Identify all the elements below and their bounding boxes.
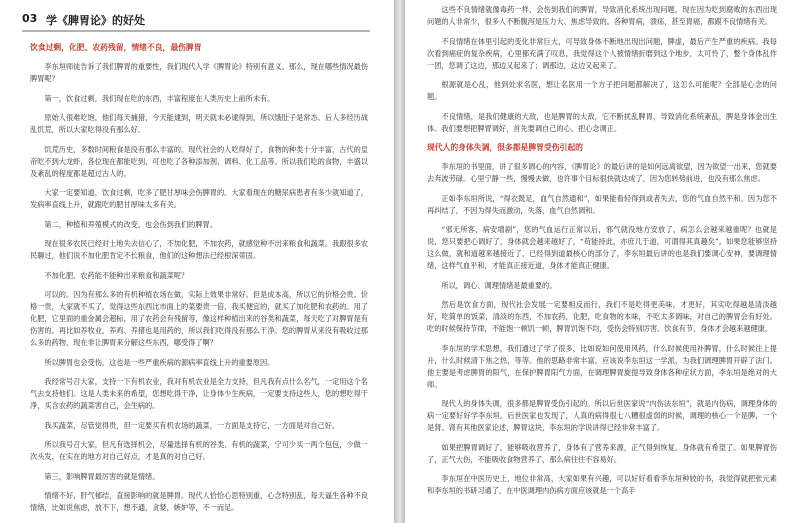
chapter-header <box>22 10 370 32</box>
right-text-column <box>427 4 777 505</box>
section-heading: 饮食过剩，化肥、农药残留，情绪不良，最伤脾胃 <box>30 43 202 52</box>
paragraph: 我经常号召大家，支持一下有机农业，我对有机农业是全力支持，但凡我有点什么名气，一定用这个名气去支持他们。这是人类未来的希望，您想吃得干净，让身体少生疾病，一定要支持这些人，您的想吃得干净，买含农药的蔬菜害自己，会生病的。 <box>30 377 368 410</box>
paragraph: 李东垣的书里面，讲了很多调心的内容，《脾胃论》的最后讲的是如何远离欲望，因为欲望一出来，您就要去奔波劳碌。心里宁静一些，慢慢去做，也许事个目标很快就达成了，因为您转势前进，也没有那么焦虑。 <box>427 162 777 183</box>
paragraph: 李东垣的学术思想，我们通过了学了很多，比如说如何使用风药，什么时候使用补脾胃，什么时候往上提升，什么时候清下焦之热，等等。他的思路非常丰富，应该说李东垣这一学派，为我们调理脾胃开辟了法门。他主要是考虑脾胃的阳气，在保护脾胃阳气方面，在调理脾胃旋提导致身体各种症状方面，李东垣是绝对的大师。 <box>427 343 777 389</box>
right-page <box>404 0 799 523</box>
paragraph: 李东垣在中医历史上，地位非常高，大家如果有兴趣，可以好好看看李东垣种较的书，我觉得就把张元素和李东垣的书研习通了，在中医调理内伤病方面应该就是一个高手 <box>427 474 777 495</box>
paragraph: 第三，影响脾胃最厉害的就是情绪。 <box>44 471 160 481</box>
paragraph: 然后是饮食方面，现代社会发展一定要相反而行，我们不是吃得更美味，才更好，其实吃得越是清淡越好，吃简单的饭菜，清淡的东西，不加农药，化肥，吃食物的本味，不吃太多调味，对自己的脾胃会有好处。吃的时候保持节律，不能饱一顿饥一顿，脾胃饥饱不均，受伤会特别厉害。饮食有节，身体才会越来越健康。 <box>427 300 777 333</box>
paragraph: 李东垣师徒告诉了我们脾胃的重要性，我们现代人学《脾胃论》特别有意义。那么，现在哪些情况最伤脾胃呢？ <box>30 62 368 83</box>
paragraph: 不良情绪在体里引起的变化非常巨大，可导致身体不断地出现出问题，脾虚，最后产生严重的疾病。我每次看到癌症的复杂疾病，心里都充满了叹息，我觉得这个人被情绪折磨到这个地步，太可怜了，整个身体乱作一团，您调了这边，那边又起来了；调那边，这边又起来了。 <box>427 36 777 70</box>
paragraph: 原始人很难吃饱，他们每天捕猎，今天能逮到，明天就未必逮得到，所以饿肚子是常态。后人多经历战乱饥荒，所以大家吃得没有那么好。 <box>30 113 368 134</box>
section-heading: 现代人的身体失调，很多都是脾胃受伤引起的 <box>427 143 583 152</box>
paragraph: 所以脾胃也会受伤，这也是一些严重疾病的源病率直线上升的重要原因。 <box>44 357 275 367</box>
paragraph: 这些不良情绪就像毒药一样，会伤到我们的脾胃，导致消化系统出现问题，现在因为吃到腐败的东西出现问题的人非常少，很多人不断腹泻是压力大、焦虑导致的。各种胃病，溃疡，甚至胃癌，都跟不良情绪有关。 <box>427 5 777 26</box>
paragraph: 第二，种植和养殖模式的改变，也会伤到我们的脾胃。 <box>44 219 217 229</box>
paragraph: 所以，调心、调理情绪是最重要的。 <box>441 280 557 290</box>
paragraph: 现在很多农民已经对土地失去信心了，不加化肥，不加农药，就感觉种不出来粮食和蔬菜。我跟很多农民聊过，他们说不加化肥肯定不长粮食，他们的这种想法已经根深蒂固。 <box>30 239 368 260</box>
paragraph: 大家一定要知道，饮食过剩，吃多了肥甘厚味会伤脾胃的。大家看现在的糖尿病患者有多少就知道了，发病率直线上升，就跟吃的肥甘厚味太多有关。 <box>30 188 368 209</box>
chapter-title: 学《脾胃论》的好处 <box>46 14 145 27</box>
paragraph: 正如李东垣所说，“得衣既足，血气自然通和”，如果能看轻得到或者失去，您的气血自然平和。因为您不再纠结了，不因为得失而激动，失落，血气自然调和。 <box>427 193 777 215</box>
paragraph: 不加化肥、农药能不能种出来粮食和蔬菜呢？ <box>44 270 189 280</box>
paragraph: 所以我号召大家，但凡有选择机会，尽量选择有机的谷类、有机的蔬菜，宁可少买一两个包包，少做一次头发，在实在的地方对自己好点，才是真的对自己好。 <box>30 440 368 461</box>
paragraph: 我买蔬菜，尽管觉得贵，但一定要买有机农场的蔬菜，一方面是支持它，一方面是对自己好。 <box>44 420 340 430</box>
left-page <box>0 0 395 523</box>
paragraph: 饥荒历史，多数时间粮食是没有那么丰富的。现代社会的人吃得好了，食物的种类十分丰富，古代的皇帝吃不到大龙虾，各位现在都能吃到，可也吃了各种添加剂、调料、化工品等。所以我们吃的食物，丰盛以及紊乱的程度都是超过古人的。 <box>30 144 368 178</box>
chapter-number: 03 <box>22 12 38 25</box>
paragraph: “邪无所客，病安增剧”，您的气血运行正常以后，邪气就没地方安放了，病怎么会越来越重呢？也就是说，您只要把心调好了，身体就会越来越好了，“苟能持此，亦庶几于道，可谓得其真趣矣”。如果您能够坚持这么做，就和道越来越接近了，已经得到道最核心的部分了，李东垣最后讲的也是我们要调心安神，要调理情绪，这样气血平和，才能真正接近道，身体才能真正健康。 <box>427 225 777 270</box>
paragraph: 根源就是心乱，他到处求名医，想让名医用一个方子把问题都解决了，这怎么可能呢？全部是心念的问题。 <box>427 80 777 101</box>
paragraph: 第一，饮食过剩，我们现在吃的东西，丰富程度在人类历史上前所未有。 <box>44 93 275 103</box>
left-text-column <box>30 40 368 522</box>
page-gutter <box>395 0 404 523</box>
paragraph: 如果把脾胃调好了，能够吸收营养了，身体有了营养来源，正气得到恢复，身体就有希望了。如果脾胃伤了，正气大伤，不能吸收食物营养了，那么病往往不容易好。 <box>427 442 777 464</box>
paragraph: 不良情绪，是我们健康的大敌，也是脾胃的大敌，它不断扰乱脾胃，导致消化系统紊乱，脾是身体金出生体。我们要想把脾胃调好，首先要调自己的心，把心念调正。 <box>427 111 777 133</box>
paragraph: 现代人的身体失调，很多都是脾胃受伤引起的。所以后世医家说“内伤法东垣”，就是内伤病，调理身体的病一定要好好学李东垣。后世医家也发现了，人真的病得很七八糟很虚弱的时候，调理的核心一个是脾，一个是肾。肾有其他医家论述，脾胃这块，李东垣的学说讲得已经非常丰富了。 <box>427 399 777 432</box>
paragraph: 情绪不好，肝气郁结，直接影响的就是脾胃。现代人恰恰心思特别重，心念特别乱，每天逼生各种不良情绪，比如说焦虑，放不下，想不通，贪婪，嫉妒等，不一而足。 <box>30 491 368 512</box>
paragraph: 可以的。因为有那么多的有机种植农场在做，实际上效果非常好。但是成本高，所以它的价格会贵。价格一贵，大家就不买了，觉得这些东西比市面上的菜要贵一倍，我买便宜的，就买了加化肥和农药的。用了化肥，它里面的重金属会超标，用了农药会有残留等，像这样种植出来的谷类和蔬菜，每天吃了对脾胃是有伤害的。再比如养牧业，养鸡、养猪也是用药的，所以我们吃得没有那么干净。您的脾胃从来没有吸收过那么多的药物，现在非让脾胃来分解这些东西，哪受得了啊？ <box>30 290 368 347</box>
